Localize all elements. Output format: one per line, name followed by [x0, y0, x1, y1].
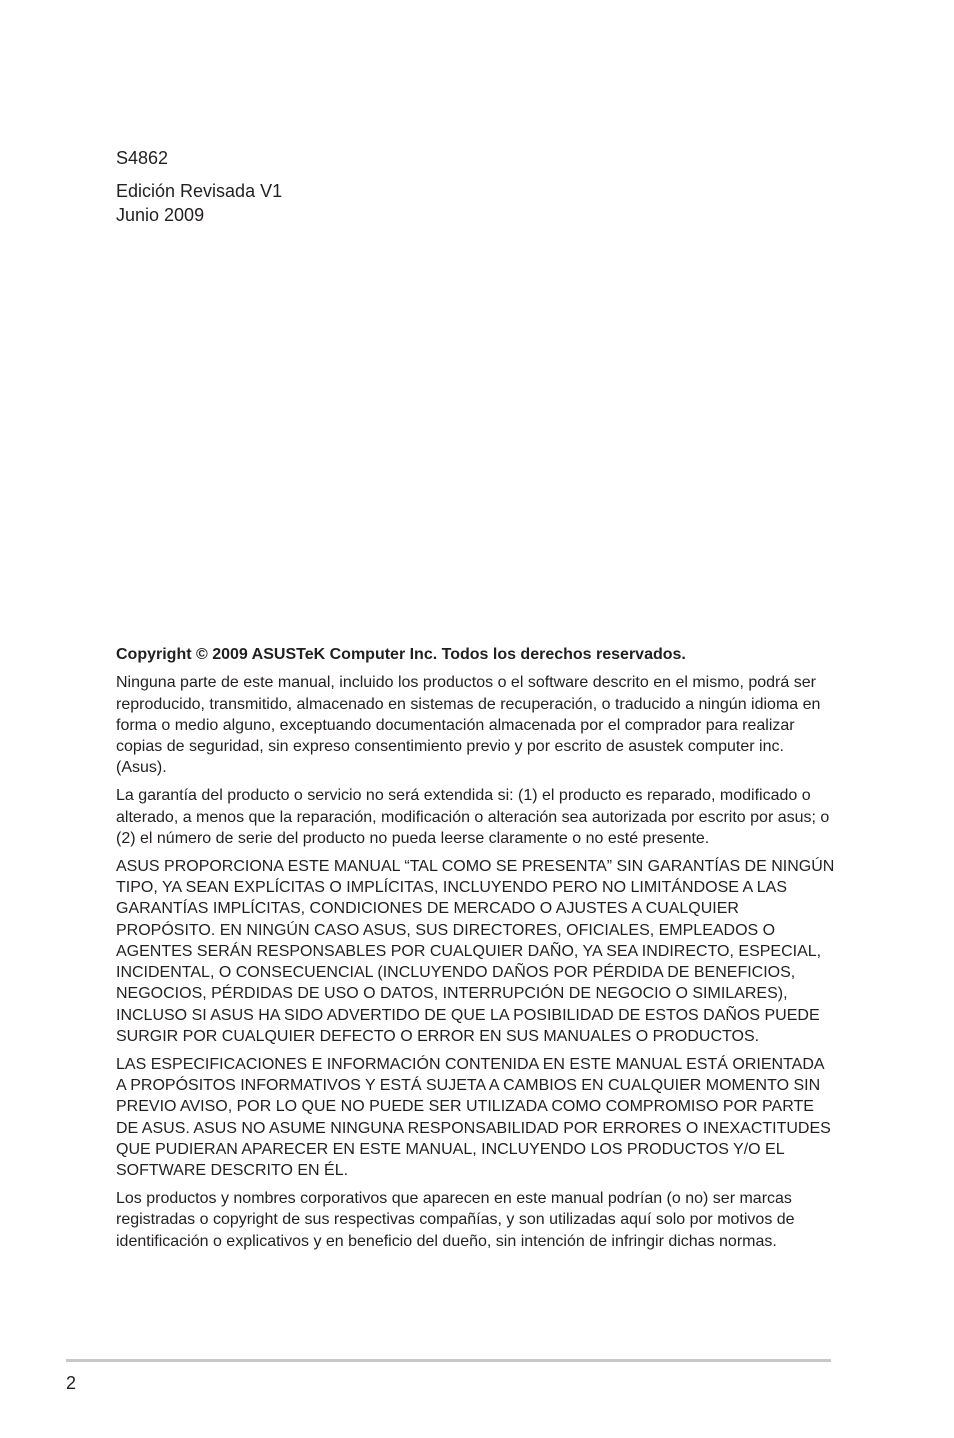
- edition-label: Edición Revisada V1: [116, 181, 283, 201]
- document-code: S4862: [116, 148, 169, 168]
- document-header: [116, 146, 282, 227]
- legal-paragraph-reproduction: Ninguna parte de este manual, incluido los productos o el software descrito en el mismo, podrá ser reproducido, transmitido, almacenado en sistemas de recuperación, o traducido a ningún idioma en forma o medio alguno, exceptuando documentación almacenada por el comprador para realizar copias de seguridad, sin expreso consentimiento previo y por escrito de asustek computer inc. (Asus).: [116, 674, 821, 777]
- legal-paragraph-specifications: LAS ESPECIFICACIONES E INFORMACIÓN CONTENIDA EN ESTE MANUAL ESTÁ ORIENTADA A PROPÓSITOS INFORMATIVOS Y ESTÁ SUJETA A CAMBIOS EN CUALQUIER MOMENTO SIN PREVIO AVISO, POR LO QUE NO PUEDE SER UTILIZADA COMO COMPROMISO POR PARTE DE ASUS. ASUS NO ASUME NINGUNA RESPONSABILIDAD POR ERRORES O INEXACTITUDES QUE PUDIERAN APARECER EN ESTE MANUAL, INCLUYENDO LOS PRODUCTOS Y/O EL SOFTWARE DESCRITO EN ÉL.: [116, 1055, 831, 1180]
- legal-paragraph-trademarks: Los productos y nombres corporativos que aparecen en este manual podrían (o no) ser marcas registradas o copyright de sus respectivas compañías, y son utilizadas aquí solo por motivos de identificación o explicativos y en beneficio del dueño, sin intención de infringir dichas normas.: [116, 1190, 795, 1250]
- copyright-notice: Copyright © 2009 ASUSTeK Computer Inc. Todos los derechos reservados.: [116, 646, 686, 663]
- publication-date: Junio 2009: [116, 205, 205, 225]
- legal-paragraph-disclaimer: ASUS PROPORCIONA ESTE MANUAL “TAL COMO SE PRESENTA” SIN GARANTÍAS DE NINGÚN TIPO, YA SEAN EXPLÍCITAS O IMPLÍCITAS, INCLUYENDO PERO NO LIMITÁNDOSE A LAS GARANTÍAS IMPLÍCITAS, CONDICIONES DE MERCADO O AJUSTES A CUALQUIER PROPÓSITO. EN NINGÚN CASO ASUS, SUS DIRECTORES, OFICIALES, EMPLEADOS O AGENTES SERÁN RESPONSABLES POR CUALQUIER DAÑO, YA SEA INDIRECTO, ESPECIAL, INCIDENTAL, O CONSECUENCIAL (INCLUYENDO DAÑOS POR PÉRDIDA DE BENEFICIOS, NEGOCIOS, PÉRDIDAS DE USO O DATOS, INTERRUPCIÓN DE NEGOCIO O SIMILARES), INCLUSO SI ASUS HA SIDO ADVERTIDO DE QUE LA POSIBILIDAD DE ESTOS DAÑOS PUEDE SURGIR POR CUALQUIER DEFECTO O ERROR EN SUS MANUALES O PRODUCTOS.: [116, 857, 835, 1046]
- page-number: 2: [66, 1373, 77, 1393]
- legal-paragraph-warranty: La garantía del producto o servicio no será extendida si: (1) el producto es reparado, modificado o alterado, a menos que la reparación, modificación o alteración sea autorizada por escrito por asus; o (2) el número de serie del producto no pueda leerse claramente o no esté presente.: [116, 787, 830, 847]
- footer-divider: [66, 1359, 831, 1362]
- legal-notice: [116, 644, 836, 1259]
